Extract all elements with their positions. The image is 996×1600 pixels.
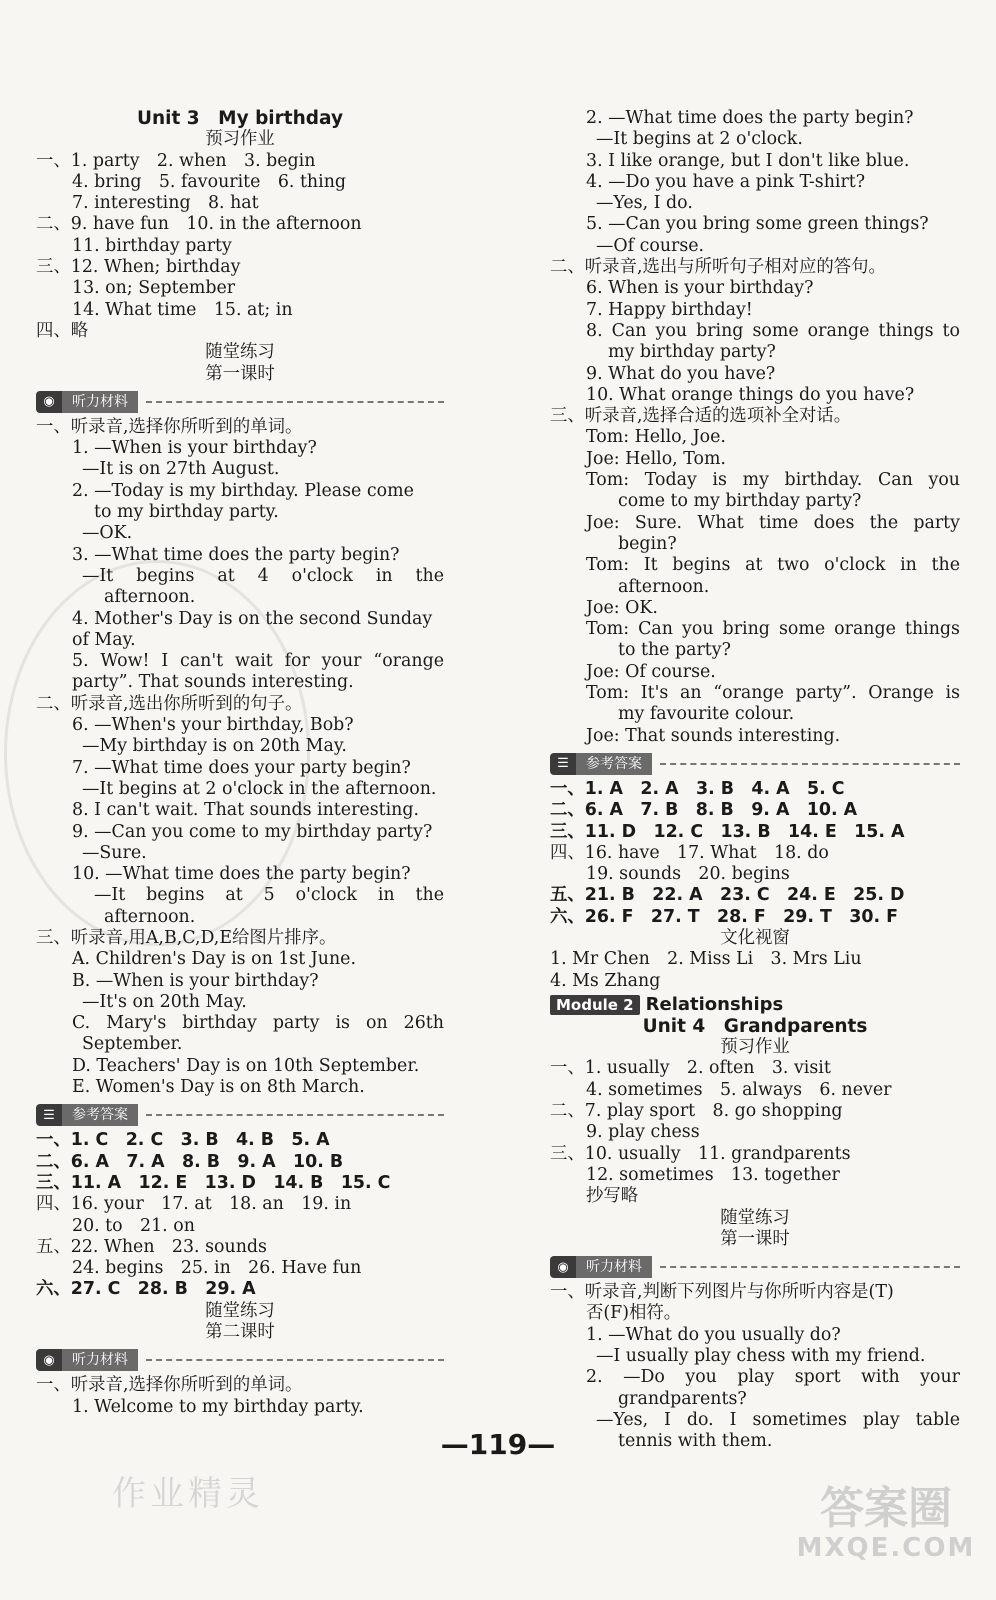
text-line: —I usually play chess with my friend. xyxy=(596,1346,926,1367)
text-line: 二、听录音,选出与所听句子相对应的答句。 xyxy=(550,257,886,278)
text-line: E. Women's Day is on 8th March. xyxy=(72,1077,365,1098)
headphones-icon: ◉ xyxy=(36,391,62,413)
text-line: 1. —What do you usually do? xyxy=(586,1324,841,1345)
answer-line: 一、1. A 2. A 3. B 4. A 5. C xyxy=(550,778,845,799)
text-line: —It begins at 5 o'clock in the xyxy=(94,885,444,906)
dialogue-line: Joe: Hello, Tom. xyxy=(586,448,726,469)
answer-line: 三、11. D 12. C 13. B 14. E 15. A xyxy=(550,821,905,842)
watermark-site-url: MXQE.COM xyxy=(796,1533,976,1563)
right-column xyxy=(550,108,960,1453)
headphones-icon: ◉ xyxy=(550,1256,576,1278)
answer-line: 二、6. A 7. B 8. B 9. A 10. A xyxy=(550,800,858,821)
answer-line: 六、26. F 27. T 28. F 29. T 30. F xyxy=(550,906,899,927)
answer-line: 24. begins 25. in 26. Have fun xyxy=(72,1258,362,1279)
text-line: 6. —When's your birthday, Bob? xyxy=(72,715,354,736)
divider xyxy=(146,401,444,403)
text-line: tennis with them. xyxy=(618,1431,773,1452)
text-line: 三、听录音,选择合适的选项补全对话。 xyxy=(550,406,852,427)
text-line: 6. When is your birthday? xyxy=(586,278,814,299)
text-line: of May. xyxy=(72,629,136,650)
unit-title: Unit 3 My birthday xyxy=(136,108,344,129)
text-line: —It's on 20th May. xyxy=(82,991,247,1012)
answer-line: 一、1. usually 2. often 3. visit xyxy=(550,1058,831,1079)
text-line: afternoon. xyxy=(104,906,196,927)
dialogue-line: Tom: It's an “orange party”. Orange is xyxy=(586,683,960,704)
page-number: —119— xyxy=(440,1428,556,1461)
dialogue-line: to the party? xyxy=(618,640,731,661)
text-line: —Of course. xyxy=(596,235,705,256)
text-line: 一、听录音,选择你所听到的单词。 xyxy=(36,416,303,437)
answer-line: 1. Mr Chen 2. Miss Li 3. Mrs Liu xyxy=(550,949,862,970)
text-line: grandparents? xyxy=(618,1388,747,1409)
text-line: 5. Wow! I can't wait for your “orange xyxy=(72,651,444,672)
module-tag: Module 2 xyxy=(550,995,640,1015)
text-line: 二、听录音,选出你所听到的句子。 xyxy=(36,693,303,714)
text-line: 3. I like orange, but I don't like blue. xyxy=(586,150,910,171)
lesson-title: 第一课时 xyxy=(205,363,275,384)
divider xyxy=(660,1266,960,1268)
listening-label: 听力材料 xyxy=(62,391,138,413)
dialogue-line: my favourite colour. xyxy=(618,704,795,725)
dialogue-line: Tom: Can you bring some orange things xyxy=(586,619,960,640)
text-line: D. Teachers' Day is on 10th September. xyxy=(72,1055,420,1076)
text-line: —It begins at 4 o'clock in the xyxy=(82,565,444,586)
text-line: 10. What orange things do you have? xyxy=(586,384,915,405)
text-line: party”. That sounds interesting. xyxy=(72,672,354,693)
answer-line: 13. on; September xyxy=(72,278,236,299)
watermark-site xyxy=(796,1485,976,1563)
text-line: my birthday party? xyxy=(608,342,776,363)
watermark-logo: 作业精灵 xyxy=(112,1474,264,1514)
text-line: 三、听录音,用A,B,C,D,E给图片排序。 xyxy=(36,927,337,948)
text-line: —Yes, I do. I sometimes play table xyxy=(596,1409,960,1430)
dialogue-line: Joe: Of course. xyxy=(586,661,716,682)
answer-line: 三、10. usually 11. grandparents xyxy=(550,1143,851,1164)
section-title: 预习作业 xyxy=(720,1037,790,1058)
section-title: 随堂练习 xyxy=(720,1207,790,1228)
lesson-title: 第一课时 xyxy=(720,1228,790,1249)
text-line: 8. Can you bring some orange things to xyxy=(586,320,960,341)
dialogue-line: Tom: It begins at two o'clock in the xyxy=(586,555,960,576)
dialogue-line: Tom: Today is my birthday. Can you xyxy=(586,470,960,491)
unit-title: Unit 4 Grandparents xyxy=(642,1015,868,1037)
listening-header xyxy=(550,1254,960,1280)
text-line: 2. —What time does the party begin? xyxy=(586,108,914,128)
answer-line: 五、21. B 22. A 23. C 24. E 25. D xyxy=(550,885,905,906)
lesson-title: 第二课时 xyxy=(205,1322,275,1343)
answer-line: 12. sometimes 13. together xyxy=(586,1164,840,1185)
section-title: 文化视窗 xyxy=(720,927,790,948)
answer-line: 五、22. When 23. sounds xyxy=(36,1236,267,1257)
divider xyxy=(146,1359,444,1361)
section-title: 预习作业 xyxy=(205,129,275,150)
answer-line: 4. bring 5. favourite 6. thing xyxy=(72,171,347,192)
dialogue-line: Joe: Sure. What time does the party xyxy=(586,512,960,533)
text-line: 2. —Do you play sport with your xyxy=(586,1367,960,1388)
text-line: September. xyxy=(82,1034,183,1055)
answer-line: 四、16. your 17. at 18. an 19. in xyxy=(36,1194,352,1215)
text-line: 1. —When is your birthday? xyxy=(72,438,317,459)
module-heading xyxy=(550,994,960,1016)
divider xyxy=(660,763,960,765)
text-line: 8. I can't wait. That sounds interesting. xyxy=(72,800,420,821)
text-line: —OK. xyxy=(82,523,133,544)
section-title: 随堂练习 xyxy=(205,342,275,363)
text-line: 9. —Can you come to my birthday party? xyxy=(72,821,433,842)
answer-line: 抄写略 xyxy=(586,1186,639,1207)
text-line: afternoon. xyxy=(104,587,196,608)
text-line: 5. —Can you bring some green things? xyxy=(586,214,929,235)
text-line: 9. What do you have? xyxy=(586,363,776,384)
text-line: 1. Welcome to my birthday party. xyxy=(72,1396,364,1417)
text-line: B. —When is your birthday? xyxy=(72,970,319,991)
text-line: 否(F)相符。 xyxy=(586,1303,682,1324)
headphones-icon: ◉ xyxy=(36,1349,62,1371)
answer-line: 7. interesting 8. hat xyxy=(72,193,259,214)
text-line: 一、听录音,判断下列图片与你所听内容是(T) xyxy=(550,1282,894,1303)
answer-line: 二、7. play sport 8. go shopping xyxy=(550,1101,843,1122)
text-line: A. Children's Day is on 1st June. xyxy=(72,949,356,970)
text-line: 3. —What time does the party begin? xyxy=(72,544,400,565)
text-line: —It begins at 2 o'clock. xyxy=(596,129,803,150)
answer-key-icon: ☰ xyxy=(36,1104,62,1126)
dialogue-line: Joe: That sounds interesting. xyxy=(586,725,841,746)
answer-line: 二、9. have fun 10. in the afternoon xyxy=(36,214,362,235)
text-line: 2. —Today is my birthday. Please come xyxy=(72,480,414,501)
answers-label: 参考答案 xyxy=(576,753,652,775)
dialogue-line: Joe: OK. xyxy=(586,597,658,618)
answer-line: 三、11. A 12. E 13. D 14. B 15. C xyxy=(36,1172,391,1193)
dialogue-line: come to my birthday party? xyxy=(618,491,862,512)
text-line: —Yes, I do. xyxy=(596,193,693,214)
answer-line: 11. birthday party xyxy=(72,235,232,256)
left-column xyxy=(36,108,444,1418)
text-line: 7. Happy birthday! xyxy=(586,299,753,320)
text-line: —It is on 27th August. xyxy=(82,459,280,480)
answers-label: 参考答案 xyxy=(62,1104,138,1126)
answer-line: 9. play chess xyxy=(586,1122,700,1143)
text-line: 一、听录音,选择你所听到的单词。 xyxy=(36,1375,303,1396)
text-line: 4. Mother's Day is on the second Sunday xyxy=(72,608,433,629)
answer-line: 20. to 21. on xyxy=(72,1215,195,1236)
listening-header xyxy=(36,389,444,415)
dialogue-line: begin? xyxy=(618,533,677,554)
answer-line: 三、12. When; birthday xyxy=(36,257,241,278)
module-title: Relationships xyxy=(645,994,784,1016)
answer-line: 4. sometimes 5. always 6. never xyxy=(586,1079,892,1100)
listening-label: 听力材料 xyxy=(62,1349,138,1371)
text-line: —Sure. xyxy=(82,842,147,863)
section-title: 随堂练习 xyxy=(205,1300,275,1321)
answers-header xyxy=(550,751,960,777)
listening-header xyxy=(36,1347,444,1373)
answer-line: 四、16. have 17. What 18. do xyxy=(550,842,829,863)
answer-line: 14. What time 15. at; in xyxy=(72,299,293,320)
dialogue-line: afternoon. xyxy=(618,576,710,597)
text-line: C. Mary's birthday party is on 26th xyxy=(72,1013,444,1034)
text-line: to my birthday party. xyxy=(94,502,279,523)
dialogue-line: Tom: Hello, Joe. xyxy=(586,427,726,448)
text-line: 4. —Do you have a pink T-shirt? xyxy=(586,171,866,192)
answers-header xyxy=(36,1102,444,1128)
watermark-site-name: 答案圈 xyxy=(820,1483,952,1534)
answer-line: 一、1. party 2. when 3. begin xyxy=(36,150,316,171)
answer-key-icon: ☰ xyxy=(550,753,576,775)
answer-line: 二、6. A 7. A 8. B 9. A 10. B xyxy=(36,1151,344,1172)
text-line: 10. —What time does the party begin? xyxy=(72,864,411,885)
text-line: 7. —What time does your party begin? xyxy=(72,757,411,778)
answer-line: 19. sounds 20. begins xyxy=(586,864,790,885)
answer-line: 4. Ms Zhang xyxy=(550,970,661,991)
listening-label: 听力材料 xyxy=(576,1256,652,1278)
answer-line: 一、1. C 2. C 3. B 4. B 5. A xyxy=(36,1130,330,1151)
answer-line: 四、略 xyxy=(36,320,89,341)
divider xyxy=(146,1114,444,1116)
text-line: —It begins at 2 o'clock in the afternoon. xyxy=(82,778,437,799)
answer-line: 六、27. C 28. B 29. A xyxy=(36,1279,256,1300)
text-line: —My birthday is on 20th May. xyxy=(82,736,347,757)
